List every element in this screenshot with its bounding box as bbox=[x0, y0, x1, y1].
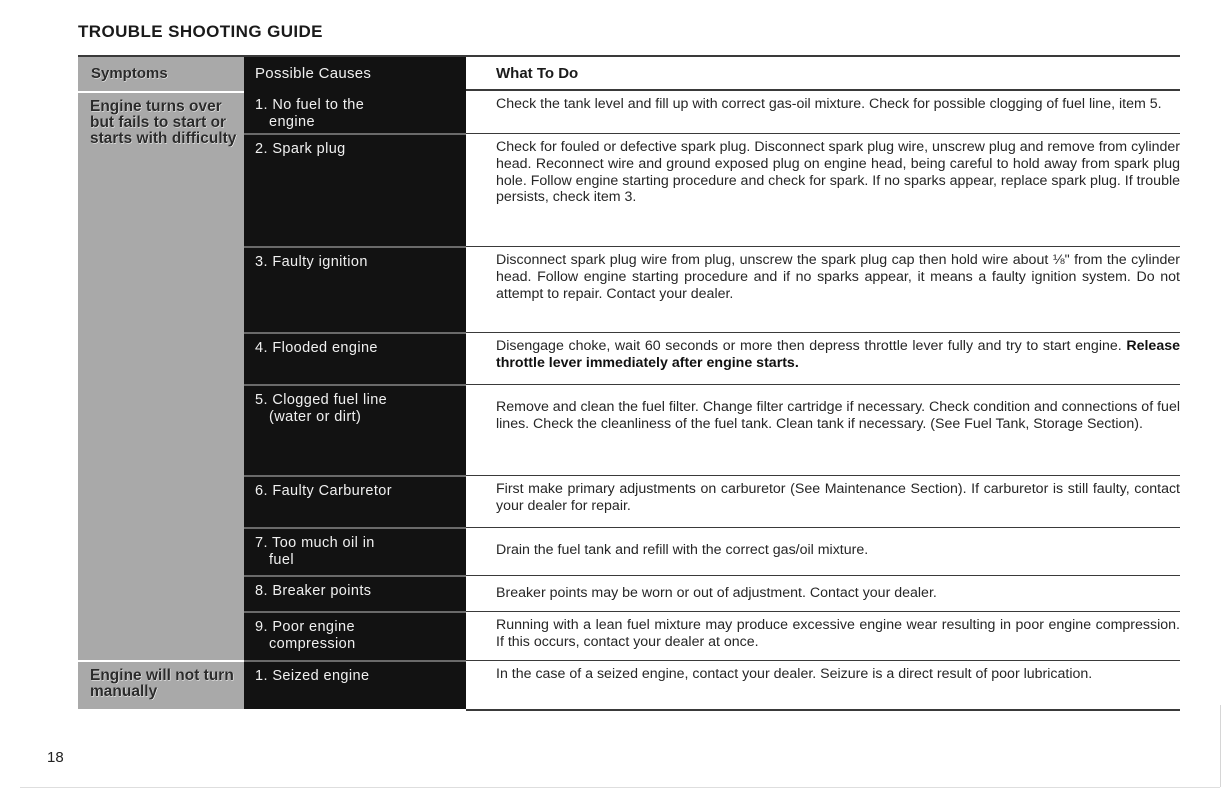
table-row bbox=[244, 611, 1180, 660]
cause-label: 6. Faulty Carburetor bbox=[255, 483, 392, 499]
header-symptoms: Symptoms bbox=[78, 57, 244, 91]
cause-label: 9. Poor engine bbox=[255, 619, 355, 635]
table-row bbox=[244, 475, 1180, 527]
todo-cell: Check the tank level and fill up with correct gas-oil mixture. Check for possible clogging of fuel line, item 5. bbox=[496, 96, 1162, 112]
cause-cell bbox=[244, 660, 466, 709]
cause-label-cont: compression bbox=[269, 636, 356, 652]
table-row bbox=[244, 91, 1180, 133]
cause-label: 2. Spark plug bbox=[255, 141, 346, 157]
troubleshooting-table bbox=[78, 55, 1180, 711]
cause-label: 3. Faulty ignition bbox=[255, 254, 368, 270]
page-edge-bottom bbox=[20, 787, 1220, 788]
cause-label-cont: engine bbox=[269, 114, 315, 130]
todo-cell: Running with a lean fuel mixture may produce excessive engine wear resulting in poor engine compression. If this occurs, contact your dealer at once. bbox=[466, 611, 1180, 660]
header-causes: Possible Causes bbox=[244, 57, 466, 91]
table-row bbox=[244, 384, 1180, 475]
cause-label: 4. Flooded engine bbox=[255, 340, 378, 356]
table-row bbox=[244, 660, 1180, 709]
todo-cell: In the case of a seized engine, contact your dealer. Seizure is a direct result of poor lubrication. bbox=[466, 660, 1180, 709]
todo-cell: Remove and clean the fuel filter. Change filter cartridge if necessary. Check condition and connections of fuel lines. Check the cleanliness of the fuel tank. Clean tank if necessary. (See Fuel Tank, Storage Section). bbox=[466, 384, 1180, 475]
table-header bbox=[78, 57, 1180, 91]
todo-cell: Check for fouled or defective spark plug. Disconnect spark plug wire, unscrew plug and remove from cylinder head. Reconnect wire and ground exposed plug on engine head, being careful to hold away from spark plug hole. Follow engine starting procedure and check for spark. If no sparks appear, replace spark plug. If trouble persists, check item 3. bbox=[466, 133, 1180, 246]
cause-label: 8. Breaker points bbox=[255, 583, 372, 599]
table-bottom-rule bbox=[466, 709, 1180, 711]
page-number: 18 bbox=[47, 749, 64, 766]
table-row bbox=[244, 246, 1180, 332]
page-title: TROUBLE SHOOTING GUIDE bbox=[78, 22, 323, 41]
todo-warning: Release throttle lever immediately after engine starts. bbox=[496, 338, 1180, 371]
header-todo: What To Do bbox=[466, 57, 1180, 91]
todo-cell: Disconnect spark plug wire from plug, unscrew the spark plug cap then hold wire about ⅛" from the cylinder head. Follow engine starting procedure and if no sparks appear, it means a faulty ignition system. Do not attempt to repair. Contact your dealer. bbox=[466, 246, 1180, 332]
cause-label-cont: fuel bbox=[269, 552, 294, 568]
cause-cell bbox=[244, 384, 466, 475]
table-row bbox=[244, 527, 1180, 575]
todo-text: Disengage choke, wait 60 seconds or more then depress throttle lever fully and try to start engine. bbox=[496, 338, 1122, 354]
symptom-cell: Engine turns over but fails to start or starts with difficulty bbox=[78, 91, 244, 660]
cause-cell bbox=[244, 91, 466, 133]
todo-cell: Drain the fuel tank and refill with the correct gas/oil mixture. bbox=[466, 527, 1180, 575]
page-edge-right bbox=[1220, 705, 1221, 787]
symptom-group-2 bbox=[78, 660, 1180, 709]
todo-cell: First make primary adjustments on carburetor (See Maintenance Section). If carburetor is still faulty, contact your dealer for repair. bbox=[466, 475, 1180, 527]
cause-cell bbox=[244, 475, 466, 527]
cause-cell bbox=[244, 527, 466, 575]
table-row bbox=[244, 575, 1180, 611]
table-row bbox=[244, 332, 1180, 384]
cause-label-cont: (water or dirt) bbox=[269, 409, 362, 425]
cause-label: 1. No fuel to the bbox=[255, 97, 365, 113]
cause-label: 1. Seized engine bbox=[255, 668, 370, 684]
cause-cell bbox=[244, 575, 466, 611]
todo-cell bbox=[466, 332, 1180, 384]
cause-cell bbox=[244, 332, 466, 384]
symptom-cell: Engine will not turn manually bbox=[78, 660, 244, 709]
cause-label: 5. Clogged fuel line bbox=[255, 392, 388, 408]
todo-cell: Breaker points may be worn or out of adjustment. Contact your dealer. bbox=[466, 575, 1180, 611]
symptom-group-1 bbox=[78, 91, 1180, 660]
cause-cell bbox=[244, 133, 466, 246]
table-row bbox=[244, 133, 1180, 246]
cause-cell bbox=[244, 611, 466, 660]
cause-cell bbox=[244, 246, 466, 332]
cause-label: 7. Too much oil in bbox=[255, 535, 375, 551]
